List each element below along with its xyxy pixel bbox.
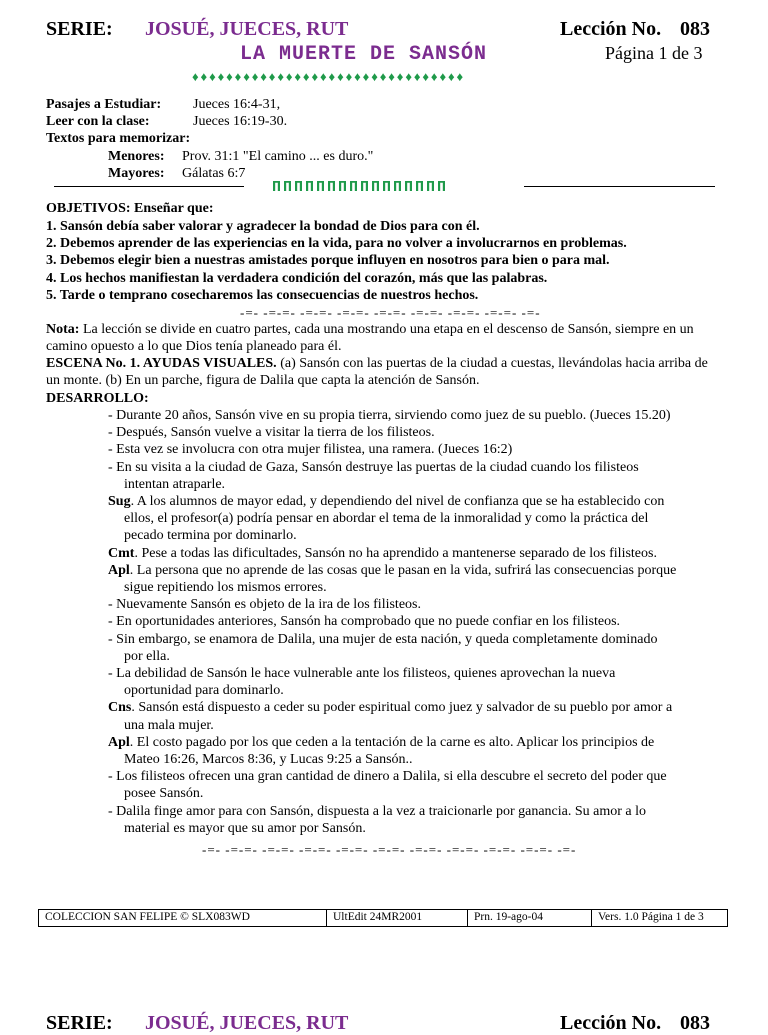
separator: -=- -=-=- -=-=- -=-=- -=-=- -=-=- -=-=- -=-=- -=- <box>240 305 541 320</box>
apl-line <box>108 734 720 751</box>
desarrollo-list <box>108 407 720 837</box>
escena-text: (a) Sansón con las puertas de la ciudad a cuestas, llevándolas hacia arriba de un monte. (b) En un parche, figura de Dalila que capta la atención de Sansón. <box>46 356 708 389</box>
objetivo-item: 3. Debemos elegir bien a nuestras amistades porque influyen en nosotros para bien o para mal. <box>46 253 610 268</box>
sug-line <box>108 493 720 510</box>
divider-line-left <box>54 186 244 187</box>
objetivos-heading: OBJETIVOS: Enseñar que: <box>46 201 214 216</box>
list-item-continuation: posee Sansón. <box>124 786 204 802</box>
footer-coleccion: COLECCION SAN FELIPE © SLX083WD <box>39 910 327 926</box>
list-item-continuation: oportunidad para dominarlo. <box>124 683 284 699</box>
footer-vers: Vers. 1.0 Página 1 de 3 <box>598 911 704 923</box>
list-item: - Durante 20 años, Sansón vive en su propia tierra, sirviendo como juez de su pueblo. (Jueces 15.20) <box>108 408 671 423</box>
apl-line <box>108 562 720 579</box>
pasajes-value: Jueces 16:4-31, <box>193 97 281 112</box>
cns-line <box>108 699 720 716</box>
list-item: - Nuevamente Sansón es objeto de la ira de los filisteos. <box>108 597 421 613</box>
page-title: LA MUERTE DE SANSÓN <box>240 43 488 66</box>
list-item: - Sin embargo, se enamora de Dalila, una mujer de esta nación, y queda completamente dominado <box>108 631 658 647</box>
sug-continuation: pecado termina por dominarlo. <box>124 528 297 544</box>
footer-table <box>38 909 728 927</box>
nota-text: La lección se divide en cuatro partes, cada una mostrando una etapa en el descenso de Sansón, siempre en un camino opuesto a lo que Dios tenía planeado para él. <box>46 322 694 355</box>
cns-continuation: una mala mujer. <box>124 717 214 733</box>
mayores-label: Mayores: <box>108 166 165 181</box>
leccion-number: 083 <box>680 18 710 40</box>
desarrollo-heading: DESARROLLO: <box>46 391 149 406</box>
diamond-divider: ♦♦♦♦♦♦♦♦♦♦♦♦♦♦♦♦♦♦♦♦♦♦♦♦♦♦♦♦♦♦♦♦ <box>192 69 466 84</box>
next-leccion-number: 083 <box>680 1012 710 1034</box>
menores-value: Prov. 31:1 "El camino ... es duro." <box>182 149 374 164</box>
cns-text: . Sansón está dispuesto a ceder su poder espiritual como juez y salvador de su pueblo por amor a <box>131 700 673 716</box>
cns-label: Cns <box>108 700 132 716</box>
separator: -=- -=-=- -=-=- -=-=- -=-=- -=-=- -=-=- -=-=- -=-=- -=-=- -=- <box>202 842 577 857</box>
next-serie-label: SERIE: <box>46 1012 113 1034</box>
next-leccion-label: Lección No. <box>560 1012 662 1034</box>
escena-label: ESCENA No. 1. AYUDAS VISUALES. <box>46 356 277 371</box>
cmt-line <box>108 545 720 562</box>
list-item: - Esta vez se involucra con otra mujer filistea, una ramera. (Jueces 16:2) <box>108 442 513 458</box>
list-item: - La debilidad de Sansón le hace vulnerable ante los filisteos, quienes aprovechan la nueva <box>108 666 616 682</box>
sug-continuation: ellos, el profesor(a) podría pensar en abordar el tema de la inmoralidad y como la práctica del <box>124 511 649 527</box>
apl-text: . La persona que no aprende de las cosas que le pasan en la vida, sufrirá las consecuencias porque <box>129 562 677 578</box>
list-item-continuation: intentan atraparle. <box>124 476 226 492</box>
nota-label: Nota: <box>46 322 80 337</box>
apl-label: Apl <box>108 562 130 578</box>
pasajes-label: Pasajes a Estudiar: <box>46 97 162 112</box>
leccion-label: Lección No. <box>560 18 662 40</box>
list-item: - Después, Sansón vuelve a visitar la tierra de los filisteos. <box>108 425 435 441</box>
objetivo-item: 4. Los hechos manifiestan la verdadera condición del corazón, más que las palabras. <box>46 271 548 286</box>
pi-divider: ΠΠΠΠΠΠΠΠΠΠΠΠΠΠΠΠ <box>272 179 449 196</box>
list-item: - Dalila finge amor para con Sansón, dispuesta a la vez a traicionarle por ganancia. Su amor a lo <box>108 803 647 819</box>
cmt-label: Cmt <box>108 545 135 561</box>
memorizar-label: Textos para memorizar: <box>46 131 191 146</box>
sug-text: . A los alumnos de mayor edad, y dependiendo del nivel de confianza que se ha establecido con <box>130 494 665 510</box>
list-item-continuation: material es mayor que su amor por Sansón. <box>124 820 366 836</box>
apl-label: Apl <box>108 734 130 750</box>
footer-prn: Prn. 19-ago-04 <box>468 910 592 926</box>
divider-line-right <box>524 186 715 187</box>
page-indicator: Página 1 de 3 <box>605 43 703 63</box>
escena-paragraph <box>46 355 716 389</box>
apl-continuation: sigue repitiendo los mismos errores. <box>124 580 327 596</box>
list-item: - Los filisteos ofrecen una gran cantidad de dinero a Dalila, si ella descubre el secreto del poder que <box>108 769 667 785</box>
footer-ultedit: UltEdit 24MR2001 <box>327 910 468 926</box>
leer-value: Jueces 16:19-30. <box>193 114 288 129</box>
menores-label: Menores: <box>108 149 165 164</box>
sug-label: Sug <box>108 494 131 510</box>
nota-paragraph <box>46 321 716 355</box>
serie-name: JOSUÉ, JUECES, RUT <box>145 18 349 40</box>
leer-label: Leer con la clase: <box>46 114 150 129</box>
apl-continuation: Mateo 16:26, Marcos 8:36, y Lucas 9:25 a Sansón.. <box>124 752 413 768</box>
cmt-text: . Pese a todas las dificultades, Sansón no ha aprendido a mantenerse separado de los filisteos. <box>134 545 657 561</box>
objetivo-item: 5. Tarde o temprano cosecharemos las consecuencias de nuestros hechos. <box>46 288 479 303</box>
apl-text: . El costo pagado por los que ceden a la tentación de la carne es alto. Aplicar los principios de <box>129 734 655 750</box>
list-item-continuation: por ella. <box>124 648 170 664</box>
list-item: - En su visita a la ciudad de Gaza, Sansón destruye las puertas de la ciudad cuando los filisteos <box>108 459 639 475</box>
next-serie-name: JOSUÉ, JUECES, RUT <box>145 1012 349 1034</box>
objetivo-item: 2. Debemos aprender de las experiencias en la vida, para no volver a involucrarnos en problemas. <box>46 236 627 251</box>
serie-label: SERIE: <box>46 18 113 40</box>
objetivo-item: 1. Sansón debía saber valorar y agradecer la bondad de Dios para con él. <box>46 219 480 234</box>
mayores-value: Gálatas 6:7 <box>182 166 246 181</box>
list-item: - En oportunidades anteriores, Sansón ha comprobado que no puede confiar en los filisteos. <box>108 614 621 630</box>
